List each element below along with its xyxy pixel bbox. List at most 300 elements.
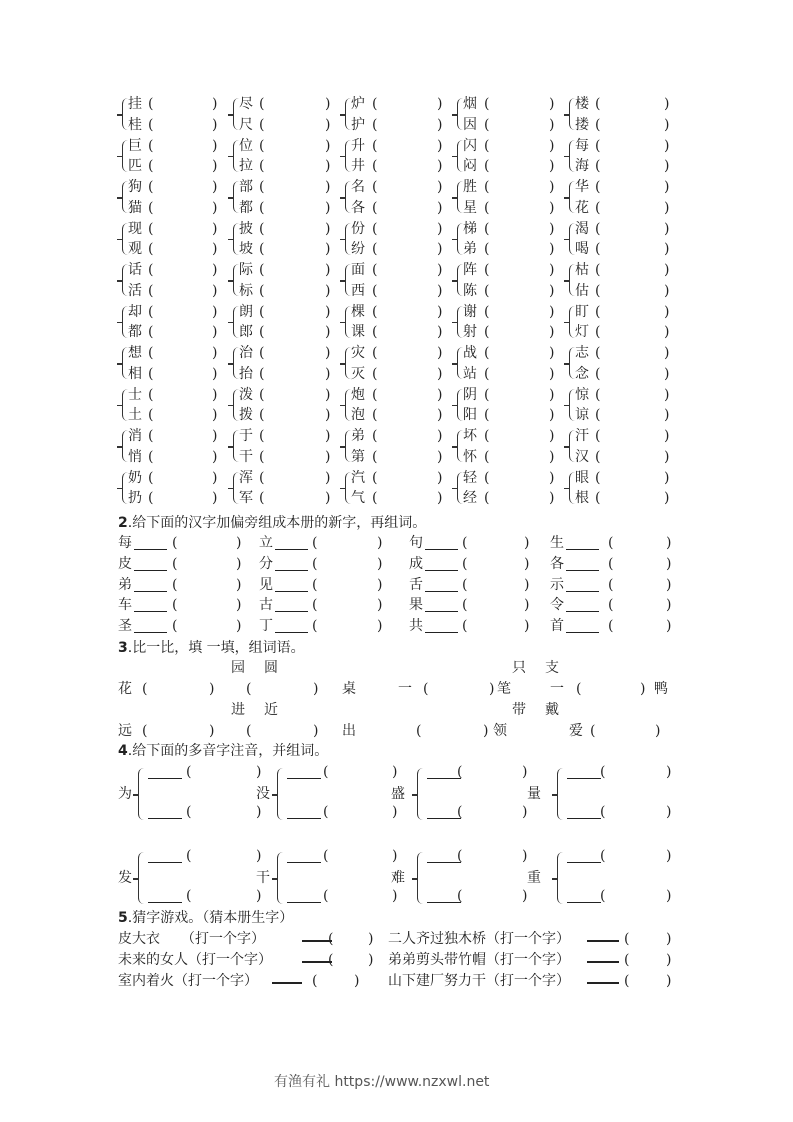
answer-paren[interactable]: ( <box>595 490 601 506</box>
row-char: 出 <box>342 723 356 739</box>
answer-paren[interactable]: ( <box>595 386 601 403</box>
answer-paren[interactable]: ( <box>259 303 265 320</box>
answer-paren[interactable]: ( <box>148 428 154 444</box>
answer-paren[interactable]: ( <box>484 303 490 320</box>
answer-paren[interactable]: ( <box>328 931 334 947</box>
answer-paren[interactable]: ( <box>372 116 378 133</box>
paren: ) <box>325 179 331 195</box>
answer-paren[interactable]: ( <box>312 576 318 593</box>
answer-paren[interactable]: ( <box>595 324 601 340</box>
answer-paren[interactable]: ( <box>372 96 378 112</box>
answer-paren[interactable]: ( <box>246 723 252 739</box>
answer-paren[interactable]: ( <box>595 428 601 444</box>
answer-paren[interactable]: ( <box>372 220 378 237</box>
base-char: 果 <box>409 597 423 614</box>
answer-paren[interactable]: ( <box>148 179 154 195</box>
pair-char: 射 <box>463 324 477 340</box>
answer-paren[interactable]: ( <box>328 951 334 968</box>
answer-paren[interactable]: ( <box>312 618 318 635</box>
base-char: 令 <box>550 597 564 614</box>
answer-paren[interactable]: ( <box>416 723 422 739</box>
answer-paren[interactable]: ( <box>148 448 154 465</box>
pair-char: 灯 <box>575 324 589 340</box>
answer-paren[interactable]: ( <box>372 179 378 195</box>
paren: ) <box>212 220 218 237</box>
answer-paren[interactable]: ( <box>595 262 601 278</box>
answer-dash <box>587 982 619 984</box>
answer-paren[interactable]: ( <box>484 96 490 112</box>
pair-char: 海 <box>575 158 589 174</box>
pair-char: 灾 <box>351 345 365 361</box>
paren: ) <box>236 618 242 635</box>
answer-paren[interactable]: ( <box>372 407 378 423</box>
paren: ) <box>212 179 218 195</box>
answer-paren[interactable]: ( <box>372 282 378 299</box>
answer-paren[interactable]: ( <box>148 241 154 257</box>
pinyin-blank[interactable] <box>287 888 321 903</box>
answer-paren[interactable]: ( <box>372 428 378 444</box>
answer-paren[interactable]: ( <box>259 241 265 257</box>
paren: ) <box>549 241 555 257</box>
answer-paren[interactable]: ( <box>259 448 265 465</box>
compare-char: 支 <box>545 660 559 676</box>
blank-line[interactable] <box>425 597 458 612</box>
answer-paren[interactable]: ( <box>462 597 468 614</box>
answer-paren[interactable]: ( <box>595 345 601 361</box>
blank-line[interactable] <box>275 556 308 571</box>
paren: ) <box>664 407 670 423</box>
answer-paren[interactable]: ( <box>457 764 463 780</box>
pair-char: 花 <box>575 199 589 216</box>
paren: ) <box>313 723 319 739</box>
paren: ) <box>437 345 443 361</box>
answer-paren[interactable]: ( <box>484 469 490 486</box>
base-char: 舌 <box>409 576 423 593</box>
blank-line[interactable] <box>134 535 167 550</box>
pair-char: 却 <box>128 303 142 320</box>
answer-paren[interactable]: ( <box>484 345 490 361</box>
row-char: 爱 <box>569 723 583 739</box>
paren: ) <box>664 96 670 112</box>
paren: ) <box>325 282 331 299</box>
blank-line[interactable] <box>275 577 308 592</box>
pair-char: 坏 <box>463 428 477 444</box>
answer-paren[interactable]: ( <box>595 407 601 423</box>
paren: ) <box>437 96 443 112</box>
answer-paren[interactable]: ( <box>246 681 252 697</box>
pair-char: 尺 <box>239 116 253 133</box>
answer-paren[interactable]: ( <box>372 262 378 278</box>
answer-paren[interactable]: ( <box>600 848 606 864</box>
answer-paren[interactable]: ( <box>312 972 318 989</box>
answer-paren[interactable]: ( <box>259 428 265 444</box>
answer-paren[interactable]: ( <box>148 324 154 340</box>
pair-char: 搂 <box>575 116 589 133</box>
paren: ) <box>524 576 530 593</box>
polyphone-char: 干 <box>256 870 270 886</box>
pinyin-blank[interactable] <box>287 848 321 863</box>
answer-paren[interactable]: ( <box>484 448 490 465</box>
answer-paren[interactable]: ( <box>186 764 192 780</box>
pinyin-blank[interactable] <box>567 848 601 863</box>
pair-char: 面 <box>351 262 365 278</box>
blank-line[interactable] <box>134 556 167 571</box>
footer-watermark: 有渔有礼 https://www.nzxwl.net <box>274 1074 490 1090</box>
answer-paren[interactable]: ( <box>484 386 490 403</box>
answer-paren[interactable]: ( <box>462 576 468 593</box>
paren: ) <box>549 345 555 361</box>
pair-char: 喝 <box>575 241 589 257</box>
answer-paren[interactable]: ( <box>312 535 318 551</box>
answer-paren[interactable]: ( <box>372 469 378 486</box>
answer-paren[interactable]: ( <box>372 158 378 174</box>
pinyin-blank[interactable] <box>148 848 182 863</box>
answer-paren[interactable]: ( <box>259 137 265 154</box>
pair-char: 汉 <box>575 448 589 465</box>
answer-paren[interactable]: ( <box>484 116 490 133</box>
pair-char: 部 <box>239 179 253 195</box>
paren: ) <box>664 179 670 195</box>
answer-paren[interactable]: ( <box>323 804 329 820</box>
answer-paren[interactable]: ( <box>462 535 468 551</box>
pinyin-blank[interactable] <box>287 764 321 779</box>
pair-char: 坡 <box>239 241 253 257</box>
paren: ) <box>666 951 672 968</box>
pair-char: 泡 <box>351 407 365 423</box>
pinyin-blank[interactable] <box>427 804 461 819</box>
answer-paren[interactable]: ( <box>372 324 378 340</box>
answer-paren[interactable]: ( <box>148 116 154 133</box>
paren: ) <box>664 490 670 506</box>
pair-char: 位 <box>239 137 253 154</box>
answer-paren[interactable]: ( <box>484 407 490 423</box>
answer-paren[interactable]: ( <box>595 303 601 320</box>
answer-paren[interactable]: ( <box>608 597 614 614</box>
blank-line[interactable] <box>425 535 458 550</box>
answer-paren[interactable]: ( <box>484 199 490 216</box>
paren: ) <box>549 324 555 340</box>
base-char: 句 <box>409 535 423 551</box>
answer-paren[interactable]: ( <box>595 96 601 112</box>
answer-paren[interactable]: ( <box>172 597 178 614</box>
pinyin-blank[interactable] <box>567 888 601 903</box>
answer-paren[interactable]: ( <box>186 804 192 820</box>
answer-paren[interactable]: ( <box>484 158 490 174</box>
paren: ) <box>549 448 555 465</box>
answer-paren[interactable]: ( <box>148 262 154 278</box>
row-char: 鸭 <box>654 681 668 697</box>
pair-char: 拉 <box>239 158 253 174</box>
answer-paren[interactable]: ( <box>372 303 378 320</box>
answer-paren[interactable]: ( <box>372 365 378 382</box>
paren: ) <box>212 303 218 320</box>
answer-paren[interactable]: ( <box>595 179 601 195</box>
pinyin-blank[interactable] <box>287 804 321 819</box>
pair-char: 汗 <box>575 428 589 444</box>
answer-paren[interactable]: ( <box>372 490 378 506</box>
answer-paren[interactable]: ( <box>576 681 582 697</box>
answer-paren[interactable]: ( <box>259 199 265 216</box>
base-char: 成 <box>409 555 423 572</box>
answer-paren[interactable]: ( <box>484 220 490 237</box>
answer-paren[interactable]: ( <box>595 220 601 237</box>
answer-paren[interactable]: ( <box>259 158 265 174</box>
compare-char: 园 <box>231 660 245 676</box>
paren: ) <box>256 848 262 864</box>
answer-paren[interactable]: ( <box>312 555 318 572</box>
answer-paren[interactable]: ( <box>595 137 601 154</box>
answer-paren[interactable]: ( <box>484 137 490 154</box>
answer-paren[interactable]: ( <box>142 681 148 697</box>
section-number: 4 <box>118 743 128 759</box>
answer-paren[interactable]: ( <box>148 199 154 216</box>
pair-char: 奶 <box>128 469 142 486</box>
answer-paren[interactable]: ( <box>484 428 490 444</box>
brace-icon <box>417 852 425 904</box>
answer-paren[interactable]: ( <box>423 681 429 697</box>
paren: ) <box>212 137 218 154</box>
answer-paren[interactable]: ( <box>259 469 265 486</box>
paren: ) <box>483 723 489 739</box>
blank-line[interactable] <box>566 577 599 592</box>
pair-char: 浑 <box>239 469 253 486</box>
blank-line[interactable] <box>566 618 599 633</box>
answer-paren[interactable]: ( <box>259 282 265 299</box>
pinyin-blank[interactable] <box>148 888 182 903</box>
answer-paren[interactable]: ( <box>600 888 606 904</box>
answer-paren[interactable]: ( <box>148 137 154 154</box>
answer-paren[interactable]: ( <box>148 407 154 423</box>
pinyin-blank[interactable] <box>567 764 601 779</box>
riddle-text: 室内着火（打一个字） <box>118 972 258 989</box>
pinyin-blank[interactable] <box>427 848 461 863</box>
answer-paren[interactable]: ( <box>259 220 265 237</box>
base-char: 每 <box>118 535 132 551</box>
pair-char: 星 <box>463 199 477 216</box>
answer-paren[interactable]: ( <box>608 618 614 635</box>
paren: ) <box>549 469 555 486</box>
answer-paren[interactable]: ( <box>259 262 265 278</box>
answer-paren[interactable]: ( <box>323 888 329 904</box>
paren: ) <box>549 220 555 237</box>
answer-paren[interactable]: ( <box>142 723 148 739</box>
answer-paren[interactable]: ( <box>172 535 178 551</box>
answer-paren[interactable]: ( <box>259 386 265 403</box>
paren: ) <box>666 972 672 989</box>
answer-paren[interactable]: ( <box>457 888 463 904</box>
paren: ) <box>664 220 670 237</box>
pinyin-blank[interactable] <box>427 888 461 903</box>
answer-paren[interactable]: ( <box>312 597 318 614</box>
paren: ) <box>549 179 555 195</box>
base-char: 古 <box>259 597 273 614</box>
answer-paren[interactable]: ( <box>148 386 154 403</box>
answer-paren[interactable]: ( <box>372 345 378 361</box>
answer-paren[interactable]: ( <box>595 448 601 465</box>
answer-paren[interactable]: ( <box>372 241 378 257</box>
answer-paren[interactable]: ( <box>259 96 265 112</box>
answer-paren[interactable]: ( <box>372 448 378 465</box>
pair-char: 各 <box>351 199 365 216</box>
answer-paren[interactable]: ( <box>462 555 468 572</box>
answer-paren[interactable]: ( <box>259 116 265 133</box>
paren: ) <box>664 324 670 340</box>
answer-paren[interactable]: ( <box>172 576 178 593</box>
answer-paren[interactable]: ( <box>186 848 192 864</box>
answer-paren[interactable]: ( <box>372 386 378 403</box>
pair-char: 渴 <box>575 220 589 237</box>
answer-paren[interactable]: ( <box>323 848 329 864</box>
brace-icon <box>138 852 146 904</box>
paren: ) <box>325 386 331 403</box>
paren: ) <box>524 555 530 572</box>
answer-paren[interactable]: ( <box>323 764 329 780</box>
answer-paren[interactable]: ( <box>624 972 630 989</box>
paren: ) <box>549 428 555 444</box>
blank-line[interactable] <box>425 577 458 592</box>
pair-char: 经 <box>463 490 477 506</box>
answer-paren[interactable]: ( <box>172 618 178 635</box>
answer-paren[interactable]: ( <box>595 241 601 257</box>
blank-line[interactable] <box>134 577 167 592</box>
answer-paren[interactable]: ( <box>372 137 378 154</box>
answer-paren[interactable]: ( <box>590 723 596 739</box>
pair-char: 眼 <box>575 469 589 486</box>
blank-line[interactable] <box>425 556 458 571</box>
section-number: 2 <box>118 515 128 531</box>
answer-paren[interactable]: ( <box>595 116 601 133</box>
pinyin-blank[interactable] <box>427 764 461 779</box>
blank-line[interactable] <box>425 618 458 633</box>
pair-char: 悄 <box>128 448 142 465</box>
pair-char: 想 <box>128 345 142 361</box>
pair-char: 枯 <box>575 262 589 278</box>
pinyin-blank[interactable] <box>148 804 182 819</box>
answer-paren[interactable]: ( <box>372 199 378 216</box>
base-char: 见 <box>259 576 273 593</box>
answer-paren[interactable]: ( <box>484 241 490 257</box>
paren: ) <box>392 888 398 904</box>
answer-paren[interactable]: ( <box>148 220 154 237</box>
pinyin-blank[interactable] <box>567 804 601 819</box>
answer-paren[interactable]: ( <box>148 96 154 112</box>
answer-paren[interactable]: ( <box>259 365 265 382</box>
answer-paren[interactable]: ( <box>148 158 154 174</box>
pair-char: 楼 <box>575 96 589 112</box>
answer-paren[interactable]: ( <box>484 179 490 195</box>
answer-paren[interactable]: ( <box>259 490 265 506</box>
answer-paren[interactable]: ( <box>624 951 630 968</box>
paren: ) <box>549 386 555 403</box>
answer-paren[interactable]: ( <box>595 282 601 299</box>
answer-paren[interactable]: ( <box>600 804 606 820</box>
blank-line[interactable] <box>275 597 308 612</box>
answer-paren[interactable]: ( <box>457 804 463 820</box>
paren: ) <box>392 848 398 864</box>
paren: ) <box>212 199 218 216</box>
answer-paren[interactable]: ( <box>484 365 490 382</box>
answer-paren[interactable]: ( <box>608 535 614 551</box>
pair-char: 闷 <box>463 158 477 174</box>
blank-line[interactable] <box>566 535 599 550</box>
paren: ) <box>437 386 443 403</box>
blank-line[interactable] <box>134 597 167 612</box>
answer-paren[interactable]: ( <box>148 282 154 299</box>
pair-char: 都 <box>128 324 142 340</box>
answer-paren[interactable]: ( <box>148 303 154 320</box>
answer-paren[interactable]: ( <box>600 764 606 780</box>
answer-paren[interactable]: ( <box>484 262 490 278</box>
answer-paren[interactable]: ( <box>484 490 490 506</box>
answer-paren[interactable]: ( <box>259 345 265 361</box>
answer-paren[interactable]: ( <box>148 365 154 382</box>
answer-paren[interactable]: ( <box>595 365 601 382</box>
answer-paren[interactable]: ( <box>259 179 265 195</box>
blank-line[interactable] <box>134 618 167 633</box>
answer-paren[interactable]: ( <box>595 158 601 174</box>
paren: ) <box>664 448 670 465</box>
answer-paren[interactable]: ( <box>484 324 490 340</box>
paren: ) <box>437 158 443 174</box>
paren: ) <box>212 262 218 278</box>
paren: ) <box>236 535 242 551</box>
answer-paren[interactable]: ( <box>172 555 178 572</box>
base-char: 示 <box>550 576 564 593</box>
paren: ) <box>212 365 218 382</box>
answer-paren[interactable]: ( <box>148 345 154 361</box>
paren: ) <box>437 241 443 257</box>
paren: ) <box>549 407 555 423</box>
paren: ) <box>325 448 331 465</box>
answer-paren[interactable]: ( <box>484 282 490 299</box>
answer-paren[interactable]: ( <box>595 199 601 216</box>
pair-char: 土 <box>128 407 142 423</box>
answer-paren[interactable]: ( <box>148 490 154 506</box>
answer-paren[interactable]: ( <box>259 407 265 423</box>
paren: ) <box>392 764 398 780</box>
paren: ) <box>549 282 555 299</box>
pair-char: 郎 <box>239 324 253 340</box>
answer-paren[interactable]: ( <box>462 618 468 635</box>
compare-char: 进 <box>231 702 245 718</box>
pair-char: 披 <box>239 220 253 237</box>
blank-line[interactable] <box>566 597 599 612</box>
blank-line[interactable] <box>275 618 308 633</box>
pair-char: 战 <box>463 345 477 361</box>
answer-paren[interactable]: ( <box>608 576 614 593</box>
answer-paren[interactable]: ( <box>259 324 265 340</box>
pinyin-blank[interactable] <box>148 764 182 779</box>
pair-char: 炉 <box>351 96 365 112</box>
compare-char: 带 <box>512 702 526 718</box>
pair-char: 阵 <box>463 262 477 278</box>
answer-paren[interactable]: ( <box>624 931 630 947</box>
pair-char: 弟 <box>463 241 477 257</box>
pair-char: 标 <box>239 282 253 299</box>
paren: ) <box>664 428 670 444</box>
paren: ) <box>666 576 672 593</box>
answer-paren[interactable]: ( <box>595 469 601 486</box>
answer-paren[interactable]: ( <box>608 555 614 572</box>
answer-paren[interactable]: ( <box>148 469 154 486</box>
blank-line[interactable] <box>566 556 599 571</box>
answer-paren[interactable]: ( <box>457 848 463 864</box>
polyphone-char: 发 <box>118 870 132 886</box>
blank-line[interactable] <box>275 535 308 550</box>
riddle-text: 皮大衣 （打一个字） <box>118 931 265 947</box>
paren: ) <box>377 555 383 572</box>
answer-paren[interactable]: ( <box>186 888 192 904</box>
